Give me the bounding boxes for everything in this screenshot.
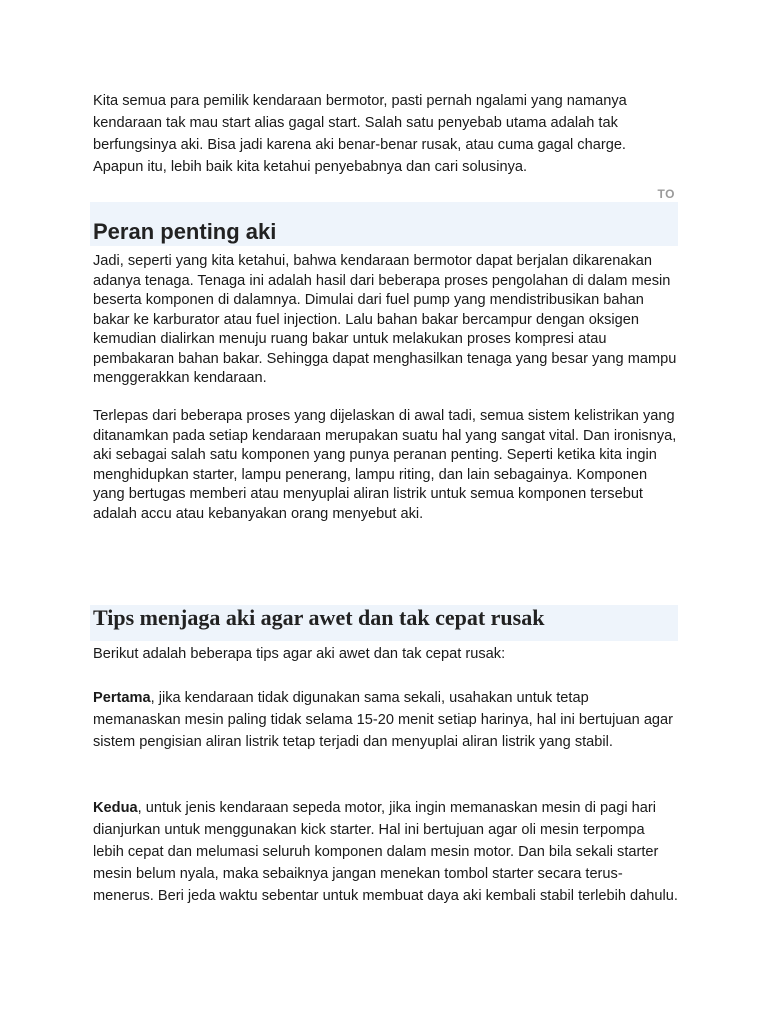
tips-lead-paragraph: Berikut adalah beberapa tips agar aki awet dan tak cepat rusak: bbox=[93, 646, 506, 662]
back-to-top-link[interactable]: TO bbox=[657, 187, 675, 201]
intro-paragraph: Kita semua para pemilik kendaraan bermotor, pasti pernah ngalami yang namanya kendaraan tak mau start alias gagal start. Salah satu penyebab utama adalah tak berfungsinya aki. Bisa jadi karena aki benar-benar rusak, atau cuma gagal charge. Apapun itu, lebih baik kita ketahui penyebabnya dan cari solusinya. bbox=[93, 93, 627, 175]
tip-text: , jika kendaraan tidak digunakan sama sekali, usahakan untuk tetap memanaskan mesin paling tidak selama 15-20 menit setiap harinya, hal ini bertujuan agar sistem pengisian aliran listrik tetap terjadi dan menyuplai aliran listrik yang stabil. bbox=[93, 690, 674, 750]
section1-paragraph-1: Jadi, seperti yang kita ketahui, bahwa kendaraan bermotor dapat berjalan dikarenakan adanya tenaga. Tenaga ini adalah hasil dari beberapa proses pengolahan di dalam mesin beserta komponen di dalamnya. Dimulai dari fuel pump yang mendistribusikan bahan bakar ke karburator atau fuel injection. Lalu bahan bakar bercampur dengan oksigen kemudian dialirkan menuju ruang bakar untuk melakukan proses kompresi atau pembakaran bahan bakar. Sehingga dapat menghasilkan tenaga yang besar yang mampu menggerakkan kendaraan. bbox=[93, 253, 677, 386]
tip-paragraph-pertama bbox=[93, 687, 678, 753]
section-heading-peran-penting-aki: Peran penting aki bbox=[93, 219, 277, 244]
tip-paragraph-kedua bbox=[93, 797, 678, 907]
section-heading-tips: Tips menjaga aki agar awet dan tak cepat rusak bbox=[93, 605, 545, 630]
tip-text: , untuk jenis kendaraan sepeda motor, jika ingin memanaskan mesin di pagi hari dianjurkan untuk menggunakan kick starter. Hal ini bertujuan agar oli mesin terpompa lebih cepat dan melumasi seluruh komponen dalam mesin motor. Dan bila sekali starter mesin belum nyala, maka sebaiknya jangan menekan tombol starter secara terus-menerus. Beri jeda waktu sebentar untuk membuat daya aki kembali stabil terlebih dahulu. bbox=[93, 800, 678, 904]
tip-label: Kedua bbox=[93, 800, 138, 816]
section1-paragraph-2: Terlepas dari beberapa proses yang dijelaskan di awal tadi, semua sistem kelistrikan yang ditanamkan pada setiap kendaraan merupakan suatu hal yang sangat vital. Dan ironisnya, aki sebagai salah satu komponen yang punya peranan penting. Seperti ketika kita ingin menghidupkan starter, lampu penerang, lampu riting, dan lain sebagainya. Komponen yang bertugas memberi atau menyuplai aliran listrik untuk semua komponen tersebut adalah accu atau kebanyakan orang menyebut aki. bbox=[93, 408, 677, 522]
tip-label: Pertama bbox=[93, 690, 151, 706]
